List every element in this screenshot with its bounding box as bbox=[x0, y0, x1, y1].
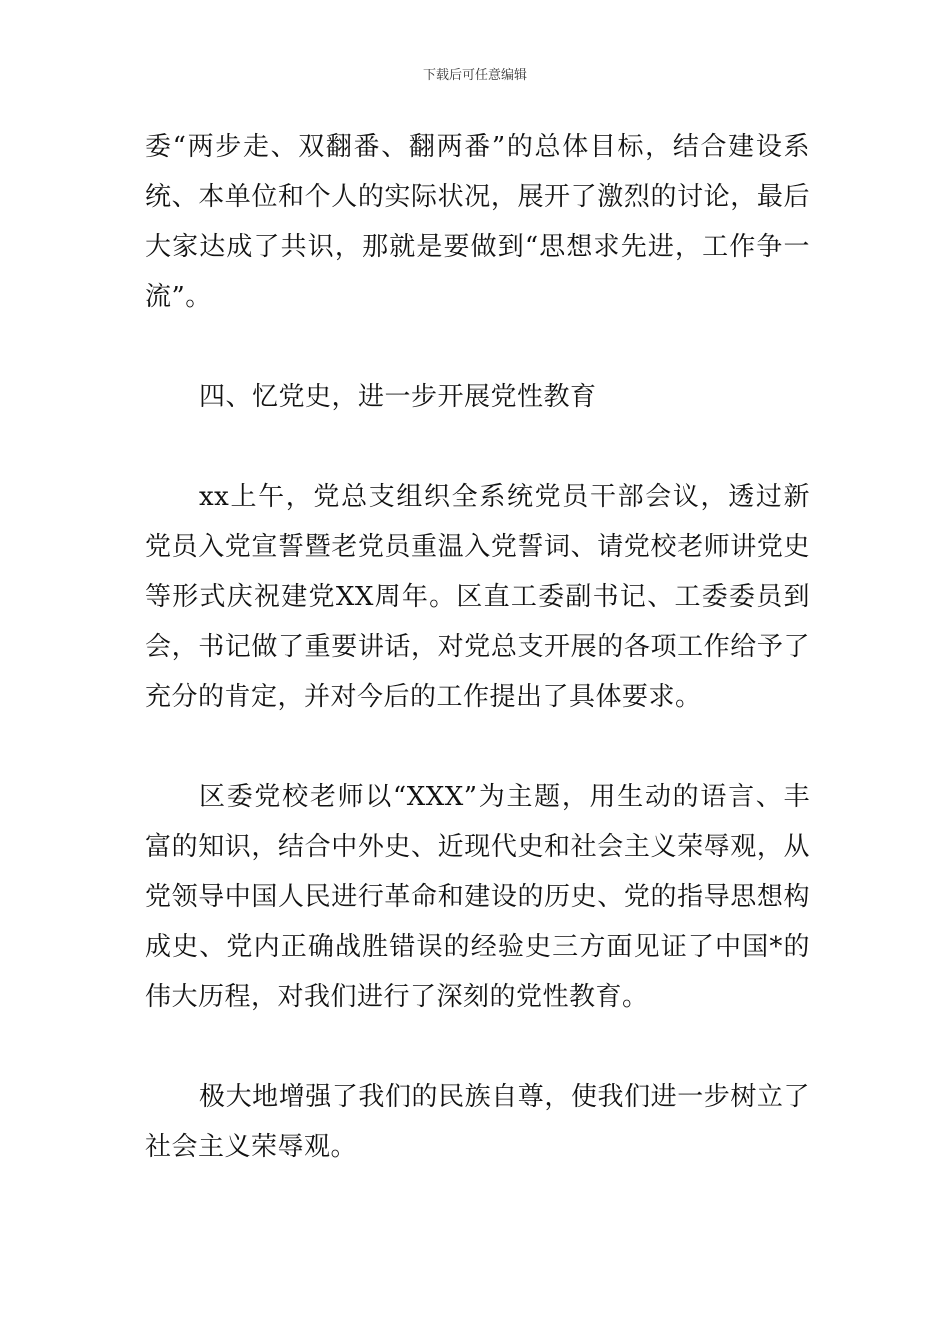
paragraph-continuation: 委“两步走、双翻番、翻两番”的总体目标，结合建设系统、本单位和个人的实际状况，展开了激烈的讨论，最后大家达成了共识，那就是要做到“思想求先进，工作争一流”。 bbox=[145, 132, 810, 312]
document-body bbox=[145, 122, 810, 1172]
paragraph-gap bbox=[145, 422, 810, 472]
paragraph-gap bbox=[145, 722, 810, 772]
paragraph-gap bbox=[145, 322, 810, 372]
page-header: 下载后可任意编辑 bbox=[422, 68, 527, 83]
paragraph-lecture: 区委党校老师以“XXX”为主题，用生动的语言、丰富的知识，结合中外史、近现代史和社会主义荣辱观，从党领导中国人民进行革命和建设的历史、党的指导思想构成史、党内正确战胜错误的经验史三方面见证了中国*的伟大历程，对我们进行了深刻的党性教育。 bbox=[145, 782, 810, 1012]
paragraph-meeting: xx上午，党总支组织全系统党员干部会议，透过新党员入党宣誓暨老党员重温入党誓词、请党校老师讲党史等形式庆祝建党XX周年。区直工委副书记、工委委员到会，书记做了重要讲话，对党总支开展的各项工作给予了充分的肯定，并对今后的工作提出了具体要求。 bbox=[145, 482, 810, 712]
section-heading: 四、忆党史，进一步开展党性教育 bbox=[199, 382, 597, 412]
paragraph-gap bbox=[145, 1022, 810, 1072]
paragraph-conclusion: 极大地增强了我们的民族自尊，使我们进一步树立了社会主义荣辱观。 bbox=[145, 1082, 810, 1162]
